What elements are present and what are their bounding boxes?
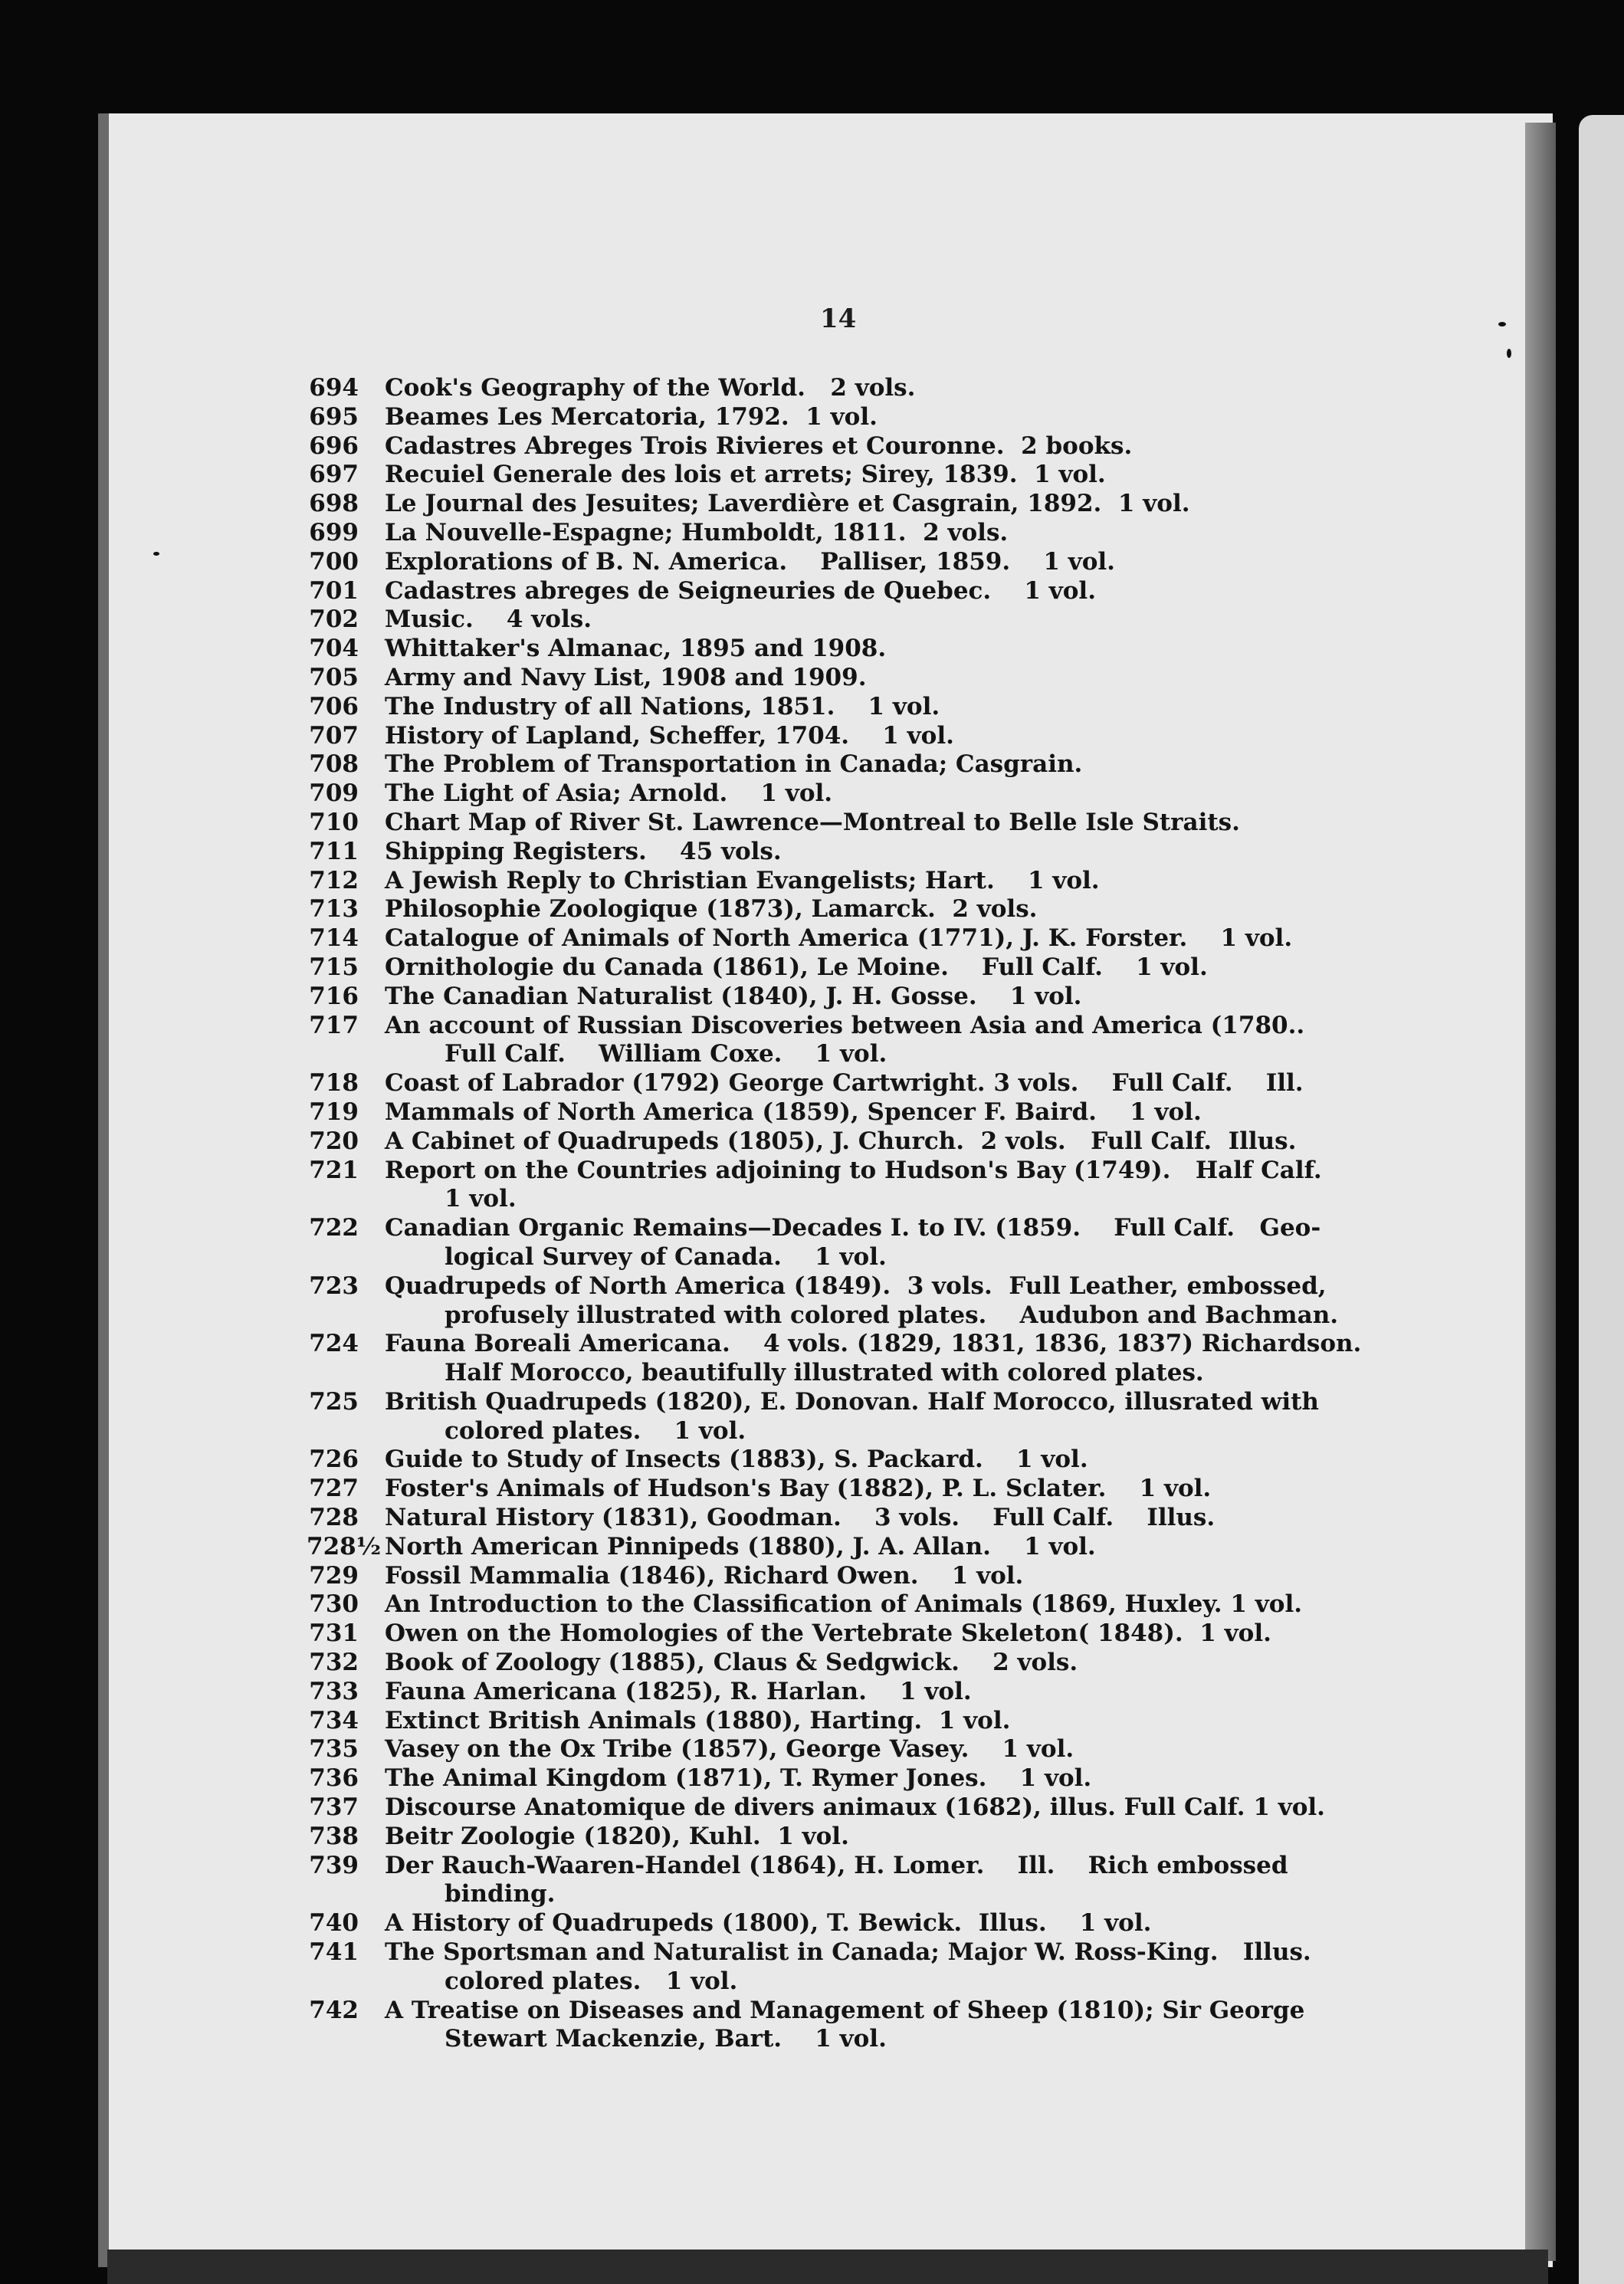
entry-number: 740	[309, 1909, 359, 1938]
entry-title: Natural History (1831), Goodman. 3 vols. Full Calf. Illus.	[385, 1504, 1216, 1532]
catalogue-entry	[307, 1735, 1395, 1764]
entry-text	[385, 577, 1395, 606]
entry-title: Music. 4 vols.	[385, 605, 592, 634]
entry-text	[385, 664, 1395, 693]
entry-number: 722	[309, 1214, 359, 1242]
catalogue-entry	[307, 1272, 1395, 1331]
catalogue-entry	[307, 1562, 1395, 1591]
entry-text	[385, 693, 1395, 722]
entry-continuation: colored plates. 1 vol.	[445, 1416, 746, 1445]
catalogue-entry	[307, 1764, 1395, 1793]
entry-text	[385, 779, 1395, 809]
entry-title: Foster's Animals of Hudson's Bay (1882), P. L. Sclater. 1 vol.	[385, 1475, 1212, 1503]
catalogue-entry	[307, 1793, 1395, 1823]
entry-title: Whittaker's Almanac, 1895 and 1908.	[385, 635, 887, 663]
entry-text	[385, 490, 1395, 519]
entry-number: 702	[309, 605, 359, 634]
catalogue-entry	[307, 403, 1395, 432]
entry-text	[385, 1475, 1395, 1504]
entry-number: 704	[309, 635, 359, 663]
entry-title: Canadian Organic Remains—Decades I. to IV. (1859. Full Calf. Geo-	[385, 1214, 1321, 1242]
entry-title: Quadrupeds of North America (1849). 3 vols. Full Leather, embossed,	[385, 1272, 1327, 1300]
entry-title: Book of Zoology (1885), Claus & Sedgwick. 2 vols.	[385, 1649, 1078, 1677]
catalogue-entry	[307, 1707, 1395, 1736]
catalogue-entry	[307, 461, 1395, 490]
ink-speck	[153, 552, 159, 556]
entry-title: Cadastres Abreges Trois Rivieres et Couronne. 2 books.	[385, 432, 1133, 460]
entry-number: 714	[309, 924, 359, 953]
entry-number: 734	[309, 1706, 359, 1734]
entry-text	[385, 1330, 1395, 1388]
catalogue-entry	[307, 1823, 1395, 1852]
entry-text	[385, 867, 1395, 896]
ink-speck	[1507, 349, 1511, 358]
entry-text	[385, 809, 1395, 838]
catalogue-entry	[307, 1127, 1395, 1157]
entry-text	[385, 403, 1395, 432]
entry-text	[385, 1823, 1395, 1852]
entry-number: 742	[309, 1996, 359, 2024]
entry-text	[385, 1852, 1395, 1910]
entry-text	[385, 605, 1395, 635]
entry-title: A Jewish Reply to Christian Evangelists; Hart. 1 vol.	[385, 866, 1100, 894]
entry-title: Vasey on the Ox Tribe (1857), George Vasey. 1 vol.	[385, 1735, 1074, 1764]
entry-title: Chart Map of River St. Lawrence—Montreal to Belle Isle Straits.	[385, 808, 1240, 836]
catalogue-entry	[307, 577, 1395, 606]
entry-title: Coast of Labrador (1792) George Cartwright. 3 vols. Full Calf. Ill.	[385, 1069, 1304, 1098]
catalogue-entry	[307, 1214, 1395, 1272]
entry-title: The Canadian Naturalist (1840), J. H. Gosse. 1 vol.	[385, 982, 1082, 1010]
entry-text	[385, 1272, 1395, 1331]
entry-title: Cadastres abreges de Seigneuries de Quebec. 1 vol.	[385, 576, 1097, 605]
entry-number: 725	[309, 1387, 359, 1416]
catalogue-entry	[307, 1475, 1395, 1504]
facing-page	[1579, 115, 1624, 2284]
entry-number: 728½	[307, 1532, 382, 1560]
entry-title: Beames Les Mercatoria, 1792. 1 vol.	[385, 402, 878, 431]
entry-text	[385, 953, 1395, 983]
catalogue-entry	[307, 1504, 1395, 1533]
entry-title: A Cabinet of Quadrupeds (1805), J. Church. 2 vols. Full Calf. Illus.	[385, 1127, 1297, 1155]
entry-text	[385, 1707, 1395, 1736]
entry-text	[385, 461, 1395, 490]
entry-title: The Light of Asia; Arnold. 1 vol.	[385, 779, 833, 808]
catalogue-entry	[307, 1909, 1395, 1938]
catalogue-entry	[307, 1852, 1395, 1910]
catalogue-entry	[307, 664, 1395, 693]
entry-text	[385, 374, 1395, 403]
entry-title: Extinct British Animals (1880), Harting. 1 vol.	[385, 1706, 1011, 1734]
entry-text	[385, 1735, 1395, 1764]
catalogue-entry	[307, 1446, 1395, 1475]
entry-title: The Animal Kingdom (1871), T. Rymer Jones. 1 vol.	[385, 1764, 1092, 1793]
catalogue-entry	[307, 1388, 1395, 1446]
gutter-shadow	[1525, 123, 1556, 2261]
entry-title: Army and Navy List, 1908 and 1909.	[385, 663, 867, 691]
entry-title: Fauna Boreali Americana. 4 vols. (1829, 1831, 1836, 1837) Richardson.	[385, 1330, 1362, 1358]
entry-number: 741	[309, 1938, 359, 1967]
entry-title: Der Rauch-Waaren-Handel (1864), H. Lomer. Ill. Rich embossed	[385, 1851, 1288, 1879]
entry-title: Ornithologie du Canada (1861), Le Moine. Full Calf. 1 vol.	[385, 953, 1208, 981]
entry-text	[385, 1764, 1395, 1793]
entry-title: Fauna Americana (1825), R. Harlan. 1 vol.	[385, 1677, 972, 1705]
entry-number: 735	[309, 1735, 359, 1764]
entry-number: 720	[309, 1127, 359, 1155]
entry-text	[385, 1590, 1395, 1619]
entry-continuation: 1 vol.	[445, 1185, 517, 1213]
entry-title: History of Lapland, Scheffer, 1704. 1 vol.	[385, 721, 954, 750]
entry-number: 716	[309, 982, 359, 1010]
entry-number: 708	[309, 750, 359, 779]
entry-title: A Treatise on Diseases and Management of Sheep (1810); Sir George	[385, 1996, 1305, 2024]
entry-title: Shipping Registers. 45 vols.	[385, 837, 782, 865]
entry-number: 719	[309, 1098, 359, 1126]
entry-text	[385, 838, 1395, 867]
entry-text	[385, 1446, 1395, 1475]
entry-title: British Quadrupeds (1820), E. Donovan. Half Morocco, illusrated with	[385, 1387, 1319, 1416]
entry-text	[385, 1214, 1395, 1272]
entry-text	[385, 750, 1395, 779]
entry-number: 699	[309, 518, 359, 546]
catalogue-list	[307, 374, 1395, 2054]
entry-number: 701	[309, 576, 359, 605]
entry-number: 715	[309, 953, 359, 981]
entry-title: North American Pinnipeds (1880), J. A. Allan. 1 vol.	[385, 1532, 1096, 1560]
entry-continuation: binding.	[445, 1880, 556, 1908]
entry-text	[385, 895, 1395, 924]
entry-continuation: profusely illustrated with colored plates. Audubon and Bachman.	[445, 1301, 1339, 1329]
catalogue-entry	[307, 605, 1395, 635]
catalogue-entry	[307, 983, 1395, 1012]
entry-number: 736	[309, 1764, 359, 1793]
entry-text	[385, 1938, 1395, 1997]
entry-continuation: colored plates. 1 vol.	[445, 1967, 738, 1995]
entry-number: 707	[309, 721, 359, 750]
catalogue-entry	[307, 838, 1395, 867]
entry-title: A History of Quadrupeds (1800), T. Bewick. Illus. 1 vol.	[385, 1909, 1152, 1938]
entry-number: 696	[309, 432, 359, 460]
catalogue-entry	[307, 1012, 1395, 1070]
catalogue-entry	[307, 1938, 1395, 1997]
catalogue-entry	[307, 1678, 1395, 1707]
entry-number: 712	[309, 866, 359, 894]
catalogue-entry	[307, 490, 1395, 519]
entry-number: 700	[309, 547, 359, 576]
catalogue-entry	[307, 953, 1395, 983]
entry-text	[385, 1098, 1395, 1127]
catalogue-entry	[307, 1649, 1395, 1678]
entry-number: 721	[309, 1156, 359, 1184]
entry-number: 727	[309, 1475, 359, 1503]
entry-number: 706	[309, 692, 359, 720]
entry-title: Discourse Anatomique de divers animaux (1682), illus. Full Calf. 1 vol.	[385, 1793, 1325, 1822]
entry-number: 705	[309, 663, 359, 691]
entry-title: Fossil Mammalia (1846), Richard Owen. 1 vol.	[385, 1561, 1024, 1590]
catalogue-entry	[307, 432, 1395, 461]
entry-title: The Sportsman and Naturalist in Canada; Major W. Ross-King. Illus.	[385, 1938, 1311, 1967]
entry-text	[385, 1069, 1395, 1098]
entry-text	[385, 432, 1395, 461]
entry-continuation: Full Calf. William Coxe. 1 vol.	[445, 1040, 887, 1068]
catalogue-entry	[307, 519, 1395, 548]
catalogue-entry	[307, 867, 1395, 896]
entry-number: 710	[309, 808, 359, 836]
catalogue-entry	[307, 693, 1395, 722]
entry-number: 739	[309, 1851, 359, 1879]
catalogue-entry	[307, 722, 1395, 751]
entry-number: 730	[309, 1590, 359, 1619]
entry-text	[385, 924, 1395, 953]
entry-text	[385, 519, 1395, 548]
entry-number: 724	[309, 1330, 359, 1358]
entry-number: 694	[309, 374, 359, 402]
entry-title: Philosophie Zoologique (1873), Lamarck. 2 vols.	[385, 895, 1038, 924]
entry-number: 733	[309, 1677, 359, 1705]
entry-text	[385, 635, 1395, 664]
entry-text	[385, 548, 1395, 577]
entry-title: Cook's Geography of the World. 2 vols.	[385, 374, 916, 402]
entry-text	[385, 1909, 1395, 1938]
entry-title: Recuiel Generale des lois et arrets; Sirey, 1839. 1 vol.	[385, 461, 1106, 489]
entry-text	[385, 1619, 1395, 1649]
entry-text	[385, 1504, 1395, 1533]
entry-text	[385, 1533, 1395, 1562]
entry-text	[385, 1997, 1395, 2055]
entry-number: 711	[309, 837, 359, 865]
ink-speck	[1498, 322, 1506, 327]
catalogue-entry	[307, 1098, 1395, 1127]
entry-title: La Nouvelle-Espagne; Humboldt, 1811. 2 vols.	[385, 518, 1009, 546]
entry-number: 732	[309, 1649, 359, 1677]
entry-text	[385, 1649, 1395, 1678]
entry-continuation: Stewart Mackenzie, Bart. 1 vol.	[445, 2025, 887, 2053]
entry-number: 718	[309, 1069, 359, 1098]
entry-title: Owen on the Homologies of the Vertebrate Skeleton( 1848). 1 vol.	[385, 1619, 1271, 1648]
catalogue-entry	[307, 924, 1395, 953]
page-number: 14	[820, 304, 857, 334]
entry-text	[385, 1127, 1395, 1157]
catalogue-entry	[307, 635, 1395, 664]
catalogue-entry	[307, 1619, 1395, 1649]
entry-number: 709	[309, 779, 359, 808]
entry-title: Report on the Countries adjoining to Hudson's Bay (1749). Half Calf.	[385, 1156, 1322, 1184]
catalogue-entry	[307, 1330, 1395, 1388]
catalogue-entry	[307, 1157, 1395, 1215]
entry-title: The Industry of all Nations, 1851. 1 vol.	[385, 692, 940, 720]
entry-number: 729	[309, 1561, 359, 1590]
entry-continuation: Half Morocco, beautifully illustrated with colored plates.	[445, 1359, 1204, 1387]
entry-title: An Introduction to the Classification of Animals (1869, Huxley. 1 vol.	[385, 1590, 1303, 1619]
entry-title: An account of Russian Discoveries between Asia and America (1780..	[385, 1011, 1305, 1039]
entry-title: The Problem of Transportation in Canada; Casgrain.	[385, 750, 1083, 779]
catalogue-entry	[307, 374, 1395, 403]
catalogue-entry	[307, 1997, 1395, 2055]
entry-text	[385, 722, 1395, 751]
entry-title: Explorations of B. N. America. Palliser, 1859. 1 vol.	[385, 547, 1115, 576]
entry-text	[385, 1678, 1395, 1707]
entry-number: 726	[309, 1446, 359, 1474]
catalogue-entry	[307, 750, 1395, 779]
catalogue-entry	[307, 809, 1395, 838]
catalogue-entry	[307, 1590, 1395, 1619]
entry-number: 698	[309, 490, 359, 518]
entry-number: 695	[309, 402, 359, 431]
bottom-strip	[107, 2250, 1548, 2284]
catalogue-entry	[307, 779, 1395, 809]
entry-text	[385, 1562, 1395, 1591]
catalogue-entry	[307, 1069, 1395, 1098]
entry-continuation: logical Survey of Canada. 1 vol.	[445, 1242, 887, 1271]
entry-number: 738	[309, 1822, 359, 1850]
entry-title: Le Journal des Jesuites; Laverdière et Casgrain, 1892. 1 vol.	[385, 490, 1190, 518]
entry-text	[385, 1793, 1395, 1823]
entry-title: Mammals of North America (1859), Spencer F. Baird. 1 vol.	[385, 1098, 1202, 1126]
entry-number: 723	[309, 1272, 359, 1300]
entry-title: Beitr Zoologie (1820), Kuhl. 1 vol.	[385, 1822, 849, 1850]
entry-number: 713	[309, 895, 359, 924]
entry-number: 717	[309, 1011, 359, 1039]
entry-number: 697	[309, 461, 359, 489]
catalogue-entry	[307, 548, 1395, 577]
entry-number: 728	[309, 1504, 359, 1532]
catalogue-entry	[307, 1533, 1395, 1562]
entry-number: 737	[309, 1793, 359, 1822]
entry-text	[385, 1388, 1395, 1446]
entry-title: Guide to Study of Insects (1883), S. Packard. 1 vol.	[385, 1446, 1088, 1474]
entry-text	[385, 983, 1395, 1012]
catalogue-entry	[307, 895, 1395, 924]
entry-number: 731	[309, 1619, 359, 1648]
entry-title: Catalogue of Animals of North America (1771), J. K. Forster. 1 vol.	[385, 924, 1293, 953]
entry-text	[385, 1157, 1395, 1215]
entry-text	[385, 1012, 1395, 1070]
